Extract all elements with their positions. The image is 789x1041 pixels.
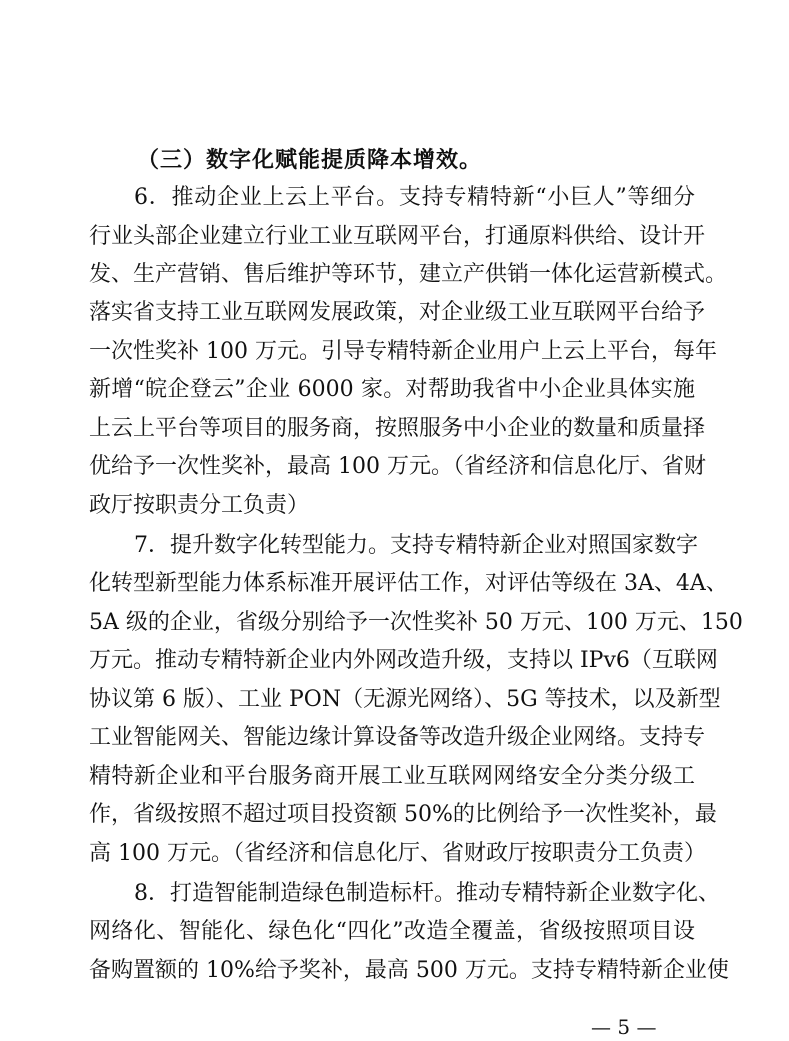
item-7-first-line [134,531,699,561]
item-6-line-8: 政厅按职责分工负责） [89,493,310,518]
item-8-heading: 打造智能制造绿色制造标杆。 [170,881,457,906]
item-7-number: 7． [134,533,170,558]
item-6-line-3: 落实省支持工业互联网发展政策，对企业级工业互联网平台给予 [89,300,706,325]
item-8-first-line [134,879,721,909]
item-6-heading: 推动企业上云上平台。 [171,185,399,210]
item-7-line-0: 支持专精特新企业对照国家数字 [390,533,699,558]
item-6-line-0: 支持专精特新“小巨人”等细分 [398,185,695,210]
item-7-line-5: 工业智能网关、智能边缘计算设备等改造升级企业网络。支持专 [89,725,706,750]
page-number: — 5 — [591,1015,657,1039]
item-6-line-2: 发、生产营销、售后维护等环节，建立产供销一体化运营新模式。 [89,262,728,287]
item-7-line-1: 化转型新型能力体系标准开展评估工作，对评估等级在 3A、4A、 [89,571,728,596]
item-7-line-2: 5A 级的企业，省级分别给予一次性奖补 50 万元、100 万元、150 [89,610,743,635]
item-7-heading: 提升数字化转型能力。 [170,533,391,558]
item-6-line-6: 上云上平台等项目的服务商，按照服务中小企业的数量和质量择 [89,416,706,441]
item-6-first-line [134,183,695,213]
item-6-line-5: 新增“皖企登云”企业 6000 家。对帮助我省中小企业具体实施 [89,377,695,402]
section-heading: （三）数字化赋能提质降本增效。 [137,148,483,173]
item-6-line-4: 一次性奖补 100 万元。引导专精特新企业用户上云上平台，每年 [89,339,717,364]
item-8-line-2: 备购置额的 10%给予奖补，最高 500 万元。支持专精特新企业使 [89,958,729,983]
item-6-line-1: 行业头部企业建立行业工业互联网平台，打通原料供给、设计开 [89,224,706,249]
item-7-line-4: 协议第 6 版）、工业 PON（无源光网络）、5G 等技术，以及新型 [89,687,721,712]
item-6-line-7: 优给予一次性奖补，最高 100 万元。（省经济和信息化厅、省财 [89,454,706,479]
item-7-line-8: 高 100 万元。（省经济和信息化厅、省财政厅按职责分工负责） [89,841,706,866]
item-6-number: 6． [134,185,172,210]
item-7-line-6: 精特新企业和平台服务商开展工业互联网网络安全分类分级工 [89,764,695,789]
item-8-line-0: 推动专精特新企业数字化、 [456,881,721,906]
item-8-number: 8． [134,881,170,906]
item-8-line-1: 网络化、智能化、绿色化“四化”改造全覆盖，省级按照项目设 [89,919,695,944]
item-7-line-7: 作，省级按照不超过项目投资额 50%的比例给予一次性奖补，最 [89,802,717,827]
item-7-line-3: 万元。推动专精特新企业内外网改造升级，支持以 IPv6（互联网 [89,648,718,673]
